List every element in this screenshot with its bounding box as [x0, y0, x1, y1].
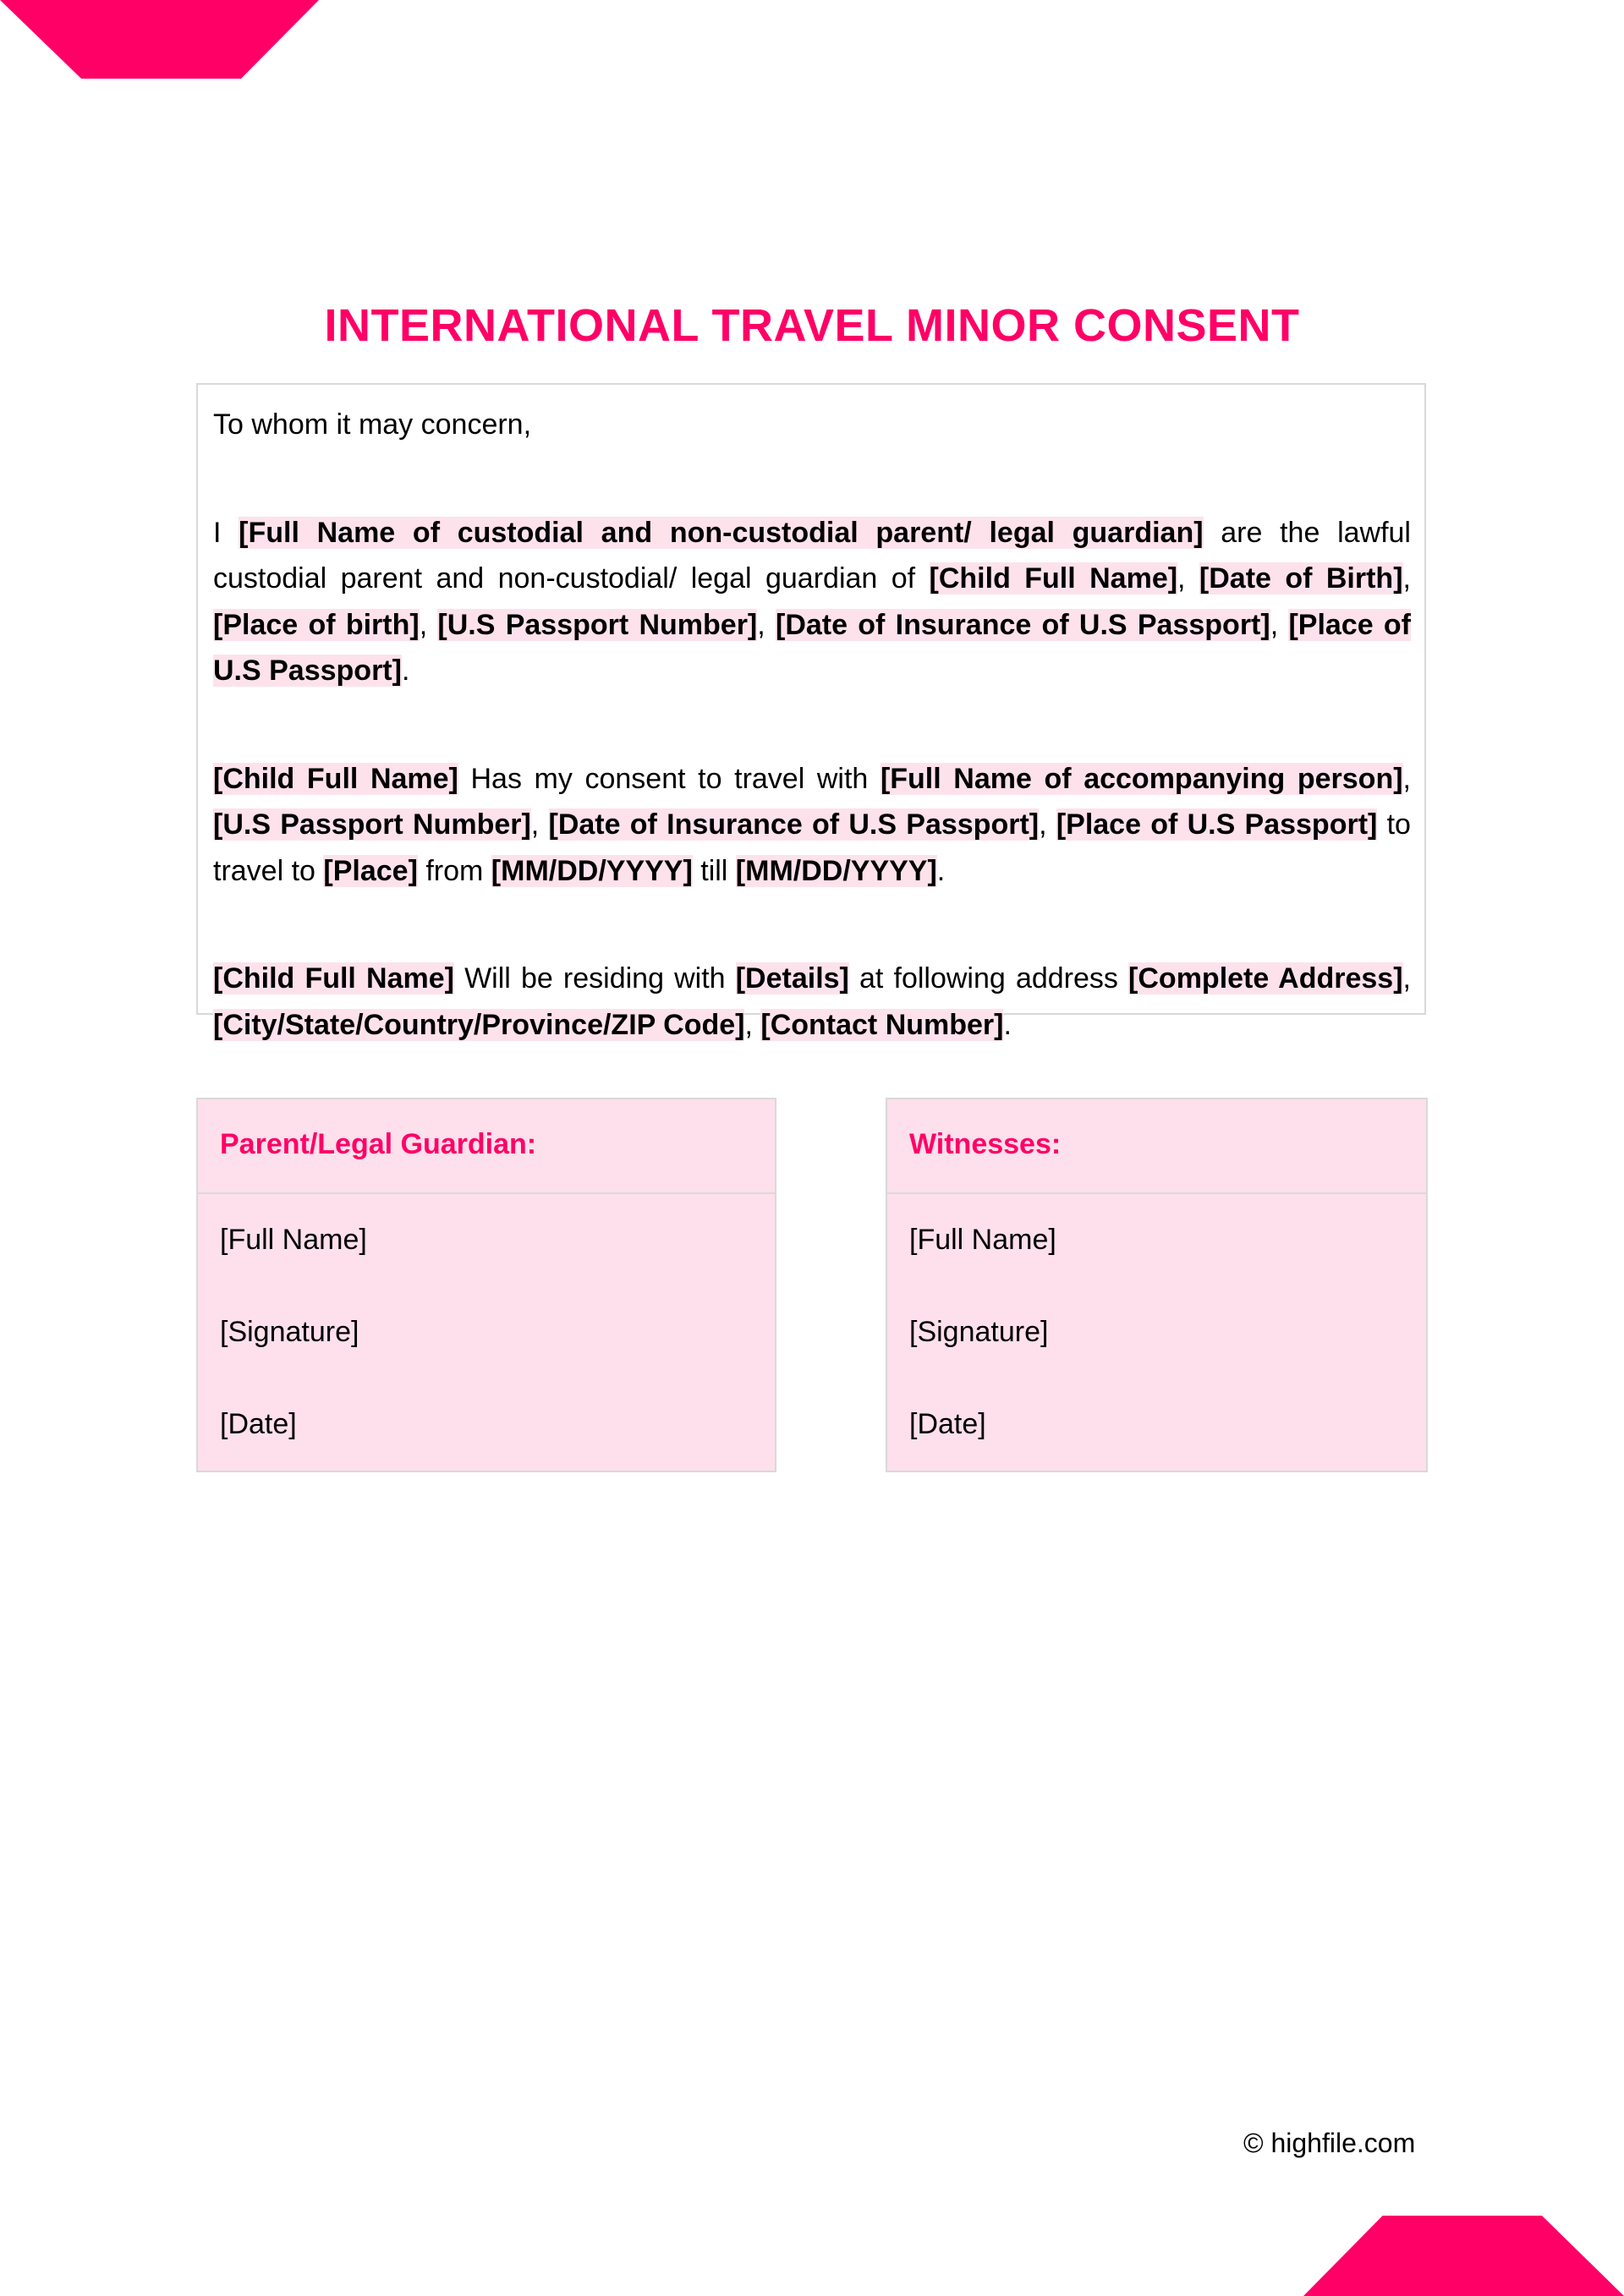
body-text: at following address: [848, 962, 1129, 995]
body-text: ,: [1270, 608, 1289, 641]
body-text: I: [213, 516, 239, 549]
body-text: ,: [744, 1008, 761, 1041]
body-text: ,: [1402, 962, 1411, 995]
guardian-heading: Parent/Legal Guardian:: [198, 1099, 775, 1194]
witness-signature-field[interactable]: [Signature]: [909, 1316, 1049, 1348]
greeting: To whom it may concern,: [213, 408, 532, 441]
body-text: from: [417, 854, 491, 887]
guardian-full-name-field[interactable]: [Full Name]: [220, 1224, 367, 1256]
placeholder-field[interactable]: [Date of Insurance of U.S Passport]: [776, 608, 1270, 641]
copyright-footer: © highfile.com: [1243, 2128, 1416, 2158]
body-text: ,: [419, 608, 438, 641]
body-text: ,: [757, 608, 776, 641]
body-text: ,: [1177, 562, 1199, 595]
placeholder-field[interactable]: [Complete Address]: [1128, 962, 1403, 995]
witness-date-field[interactable]: [Date]: [909, 1408, 986, 1440]
body-text: ,: [530, 808, 549, 841]
placeholder-field[interactable]: [Date of Insurance of U.S Passport]: [548, 808, 1040, 841]
body-text: to travel to: [213, 808, 1411, 887]
placeholder-field[interactable]: [U.S Passport Number]: [213, 808, 531, 841]
placeholder-field[interactable]: [Date of Birth]: [1199, 562, 1403, 595]
body-text: Has my consent to travel with: [458, 762, 881, 795]
paragraph-parent-declaration: [213, 510, 1411, 694]
placeholder-field[interactable]: [Child Full Name]: [213, 962, 454, 995]
body-text: .: [401, 655, 410, 687]
body-text: ,: [1402, 762, 1411, 795]
body-text: till: [692, 854, 736, 887]
placeholder-field[interactable]: [MM/DD/YYYY]: [735, 854, 937, 887]
placeholder-field[interactable]: [Child Full Name]: [929, 562, 1178, 595]
witness-signature-block: [886, 1098, 1428, 1472]
letter-body: [196, 383, 1426, 1041]
body-text: .: [1003, 1008, 1012, 1041]
placeholder-field[interactable]: [Details]: [735, 962, 849, 995]
placeholder-field[interactable]: [Place]: [323, 854, 418, 887]
placeholder-field[interactable]: [Full Name of accompanying person]: [880, 762, 1403, 795]
body-text: ,: [1039, 808, 1056, 841]
decorative-corner-top: [0, 0, 319, 79]
placeholder-field[interactable]: [MM/DD/YYYY]: [491, 854, 693, 887]
placeholder-field[interactable]: [Place of U.S Passport]: [213, 608, 1411, 687]
placeholder-field[interactable]: [Full Name of custodial and non-custodial parent/ legal guardian]: [239, 516, 1204, 549]
placeholder-field[interactable]: [Child Full Name]: [213, 762, 458, 795]
guardian-signature-field[interactable]: [Signature]: [220, 1316, 359, 1348]
placeholder-field[interactable]: [U.S Passport Number]: [437, 608, 758, 641]
placeholder-field[interactable]: [City/State/Country/Province/ZIP Code]: [213, 1008, 745, 1041]
guardian-signature-block: [196, 1098, 776, 1472]
witness-full-name-field[interactable]: [Full Name]: [909, 1224, 1056, 1256]
witness-heading: Witnesses:: [887, 1099, 1426, 1194]
guardian-date-field[interactable]: [Date]: [220, 1408, 297, 1440]
document-title: INTERNATIONAL TRAVEL MINOR CONSENT: [324, 300, 1300, 352]
paragraph-residence: [213, 956, 1411, 1048]
placeholder-field[interactable]: [Place of U.S Passport]: [1056, 808, 1378, 841]
decorative-corner-bottom: [1303, 2216, 1624, 2296]
placeholder-field[interactable]: [Place of birth]: [213, 608, 420, 641]
placeholder-field[interactable]: [Contact Number]: [760, 1008, 1004, 1041]
body-text: ,: [1402, 562, 1411, 595]
paragraph-travel-consent: [213, 756, 1411, 895]
body-text: are the lawful custodial parent and non-custodial/ legal guardian of: [213, 516, 1411, 595]
body-text: .: [936, 854, 946, 887]
body-text: Will be residing with: [453, 962, 736, 995]
